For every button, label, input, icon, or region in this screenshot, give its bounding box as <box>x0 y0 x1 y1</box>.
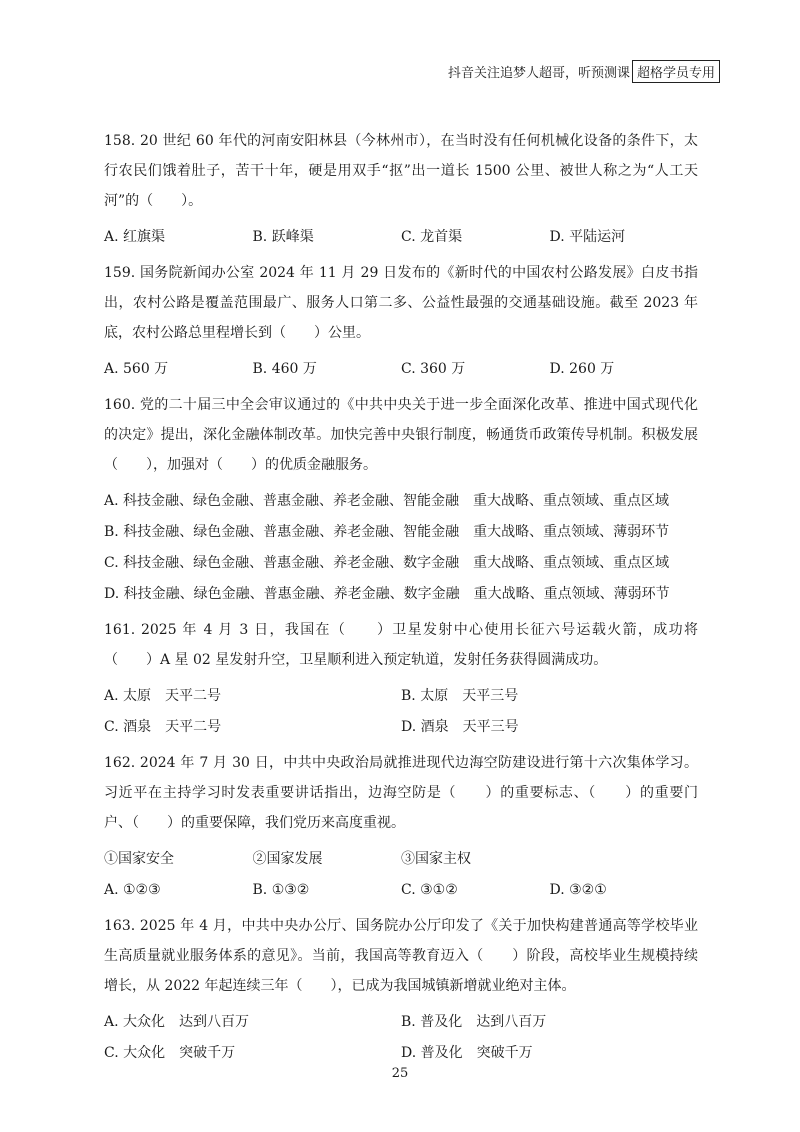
option-a[interactable]: A. 560 万 <box>104 361 169 377</box>
option-a[interactable]: A. 红旗渠 <box>104 229 166 245</box>
option-d[interactable]: D. ③②① <box>549 882 607 898</box>
question-159 <box>104 258 698 379</box>
option-b[interactable]: B. 跃峰渠 <box>252 229 314 245</box>
option-c[interactable]: C. 酒泉 天平二号 <box>104 719 222 735</box>
option-b[interactable]: B. 太原 天平三号 <box>401 688 519 704</box>
option-c[interactable]: C. ③①② <box>401 882 458 898</box>
option-c[interactable]: C. 大众化 突破千万 <box>104 1045 236 1061</box>
options <box>104 491 698 604</box>
question-stem: 158. 20 世纪 60 年代的河南安阳林县（今林州市），在当时没有任何机械化设备的条件下，太行农民们饿着肚子，苦干十年，硬是用双手“抠”出一道长 1500 公里、被世人称之为“人工天河”的（ ）。 <box>104 133 698 209</box>
option-a[interactable]: A. 科技金融、绿色金融、普惠金融、养老金融、智能金融 重大战略、重点领域、重点区域 <box>104 493 670 509</box>
option-b[interactable]: B. ①③② <box>252 882 310 898</box>
question-stem: 162. 2024 年 7 月 30 日，中共中央政治局就推进现代边海空防建设进行第十六次集体学习。习近平在主持学习时发表重要讲话指出，边海空防是（ ）的重要标志、（ ）的重要门户、（ ）的重要保障，我们党历来高度重视。 <box>104 755 698 831</box>
option-d[interactable]: D. 科技金融、绿色金融、普惠金融、养老金融、数字金融 重大战略、重点领域、薄弱环节 <box>104 586 670 602</box>
options <box>104 227 698 247</box>
header-tag: 超格学员专用 <box>632 60 720 83</box>
question-162 <box>104 748 698 900</box>
question-160 <box>104 390 698 604</box>
option-d[interactable]: D. 平陆运河 <box>549 229 626 245</box>
statement-2: ②国家发展 <box>252 851 323 867</box>
option-c[interactable]: C. 360 万 <box>401 361 466 377</box>
option-d[interactable]: D. 酒泉 天平三号 <box>401 719 519 735</box>
option-c[interactable]: C. 科技金融、绿色金融、普惠金融、养老金融、数字金融 重大战略、重点领域、重点区域 <box>104 555 670 571</box>
question-stem: 161. 2025 年 4 月 3 日，我国在（ ）卫星发射中心使用长征六号运载火箭，成功将（ ）A 星 02 星发射升空，卫星顺利进入预定轨道，发射任务获得圆满成功。 <box>104 622 698 668</box>
option-a[interactable]: A. 太原 天平二号 <box>104 688 222 704</box>
question-list <box>104 126 698 1074</box>
page-header <box>448 60 720 83</box>
question-stem: 160. 党的二十届三中全会审议通过的《中共中央关于进一步全面深化改革、推进中国式现代化的决定》提出，深化金融体制改革。加快完善中央银行制度，畅通货币政策传导机制。积极发展（ ），加强对（ ）的优质金融服务。 <box>104 397 698 473</box>
options <box>104 359 698 379</box>
question-163 <box>104 911 698 1063</box>
option-a[interactable]: A. ①②③ <box>104 882 161 898</box>
option-b[interactable]: B. 科技金融、绿色金融、普惠金融、养老金融、智能金融 重大战略、重点领域、薄弱环节 <box>104 524 670 540</box>
options <box>104 880 698 900</box>
options <box>104 686 698 737</box>
question-158 <box>104 126 698 247</box>
option-d[interactable]: D. 260 万 <box>549 361 615 377</box>
statement-3: ③国家主权 <box>401 851 471 867</box>
option-b[interactable]: B. 普及化 达到八百万 <box>401 1014 547 1030</box>
option-c[interactable]: C. 龙首渠 <box>401 229 463 245</box>
option-d[interactable]: D. 普及化 突破千万 <box>401 1045 533 1061</box>
option-b[interactable]: B. 460 万 <box>252 361 317 377</box>
page-number: 25 <box>391 1066 409 1081</box>
question-stem: 163. 2025 年 4 月，中共中央办公厅、国务院办公厅印发了《关于加快构建普通高等学校毕业生高质量就业服务体系的意见》。当前，我国高等教育迈入（ ）阶段，高校毕业生规模持续增长，从 2022 年起连续三年（ ），已成为我国城镇新增就业绝对主体。 <box>104 918 698 994</box>
options <box>104 1012 698 1063</box>
statement-list <box>104 849 698 869</box>
statement-1: ①国家安全 <box>104 851 174 867</box>
option-a[interactable]: A. 大众化 达到八百万 <box>104 1014 250 1030</box>
question-161 <box>104 615 698 737</box>
header-text: 抖音关注追梦人超哥，听预测课 <box>447 66 630 81</box>
question-stem: 159. 国务院新闻办公室 2024 年 11 月 29 日发布的《新时代的中国农村公路发展》白皮书指出，农村公路是覆盖范围最广、服务人口第二多、公益性最强的交通基础设施。截至 2023 年底，农村公路总里程增长到（ ）公里。 <box>104 265 698 341</box>
